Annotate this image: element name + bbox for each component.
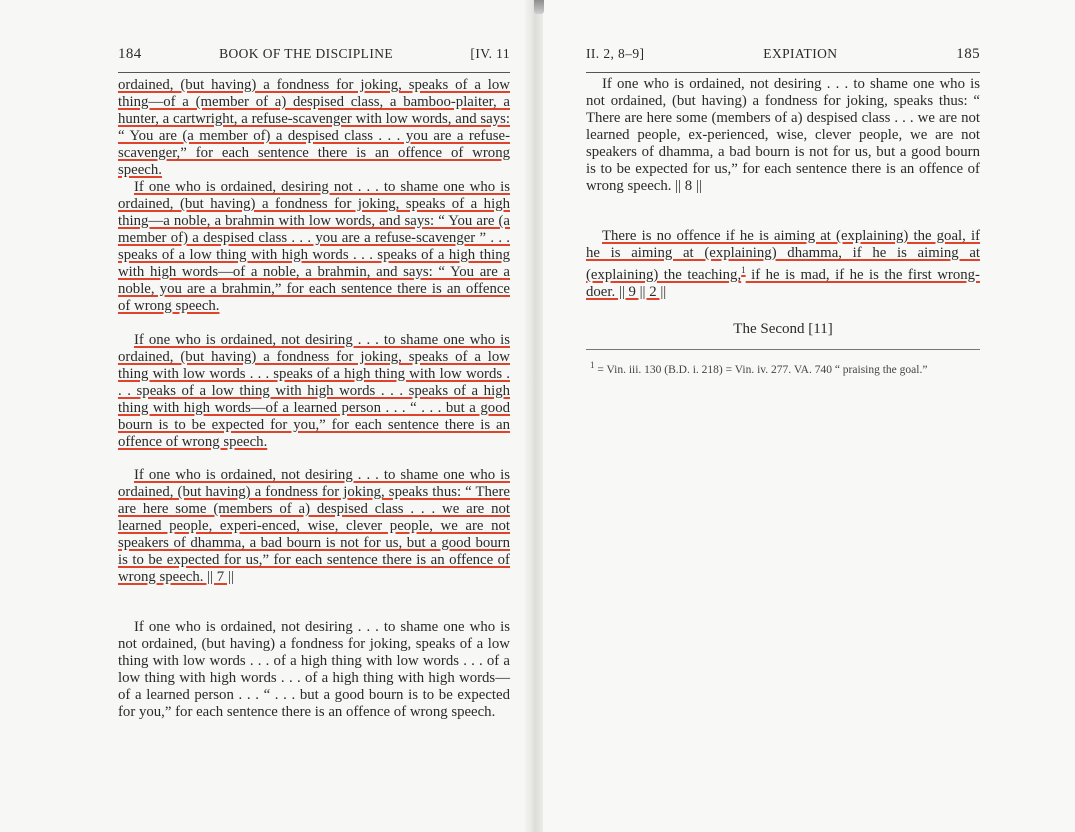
left-header-rule bbox=[118, 72, 510, 73]
right-header-rule bbox=[586, 72, 980, 73]
section-end-heading: The Second [11] bbox=[733, 321, 833, 337]
right-section-ref: II. 2, 8–9] bbox=[586, 46, 645, 61]
book-gutter bbox=[525, 0, 543, 832]
left-paragraph-1 bbox=[118, 77, 510, 179]
highlighted-text: If one who is ordained, not desiring . . . to shame one who is ordained, (but having) a fondness for joking, speaks of a low thing with low words . . . speaks of a high thing with low words . . . speaks of a low thing with high words . . . speaks of a high thing with high words—of a learned person . . . “ . . . but a good bourn is to be expected for you,” for each sentence there is an offence of wrong speech. bbox=[118, 332, 510, 450]
right-paragraph-2 bbox=[586, 228, 980, 301]
left-paragraph-2 bbox=[118, 179, 510, 315]
footnote-text: = Vin. iii. 130 (B.D. i. 218) = Vin. iv. 277. VA. 740 “ praising the goal.” bbox=[594, 363, 928, 376]
right-running-title: EXPIATION bbox=[763, 46, 838, 61]
highlighted-text: If one who is ordained, not desiring . . . to shame one who is ordained, (but having) a fondness for joking, speaks thus: “ There are here some (members of a) despised class . . . we are not learned people, experi-enced, wise, clever people, we are not speakers of dhamma, a bad bourn is not for us, but a good bourn is to be expected for us,” for each sentence there is an offence of wrong speech. || 7 || bbox=[118, 467, 510, 585]
footnote-reference[interactable]: 1 bbox=[741, 265, 746, 275]
footnote bbox=[590, 358, 980, 378]
left-page-number: 184 bbox=[118, 46, 142, 62]
right-page-number: 185 bbox=[956, 46, 980, 62]
highlighted-text: There is no offence if he is aiming at (explaining) the goal, if he is aiming at (explaining) dhamma, if he is aiming at (explaining) the teaching, bbox=[586, 228, 980, 283]
right-page-header bbox=[586, 46, 980, 63]
footnote-rule bbox=[586, 349, 980, 350]
left-running-title: BOOK OF THE DISCIPLINE bbox=[219, 46, 394, 61]
highlighted-text: ordained, (but having) a fondness for joking, speaks of a low thing—of a (member of a) despised class, a bamboo-plaiter, a hunter, a cartwright, a refuse-scavenger with low words, and says: “ You are (a member of) a despised class . . . you are a refuse-scavenger,” for each sentence there is an offence of wrong speech. bbox=[118, 77, 510, 178]
left-paragraph-3 bbox=[118, 332, 510, 451]
left-section-ref: [IV. 11 bbox=[470, 46, 510, 61]
left-page-header bbox=[118, 46, 510, 63]
highlighted-text: if he is mad, if he is the first wrong-doer. || 9 || 2 || bbox=[586, 266, 980, 300]
binding-mark bbox=[534, 0, 544, 14]
right-paragraph-1: If one who is ordained, not desiring . . . to shame one who is not ordained, (but having) a fondness for joking, speaks thus: “ There are here some (members of a) despised class . . . we are not learned people, ex-perienced, wise, clever people, we are not speakers of dhamma, a bad bourn is not for us, but a good bourn is to be expected for us,” for each sentence there is an offence of wrong speech. || 8 || bbox=[586, 76, 980, 194]
left-paragraph-4 bbox=[118, 467, 510, 586]
left-paragraph-5: If one who is ordained, not desiring . . . to shame one who is not ordained, (but having) a fondness for joking, speaks of a low thing with low words . . . of a high thing with low words . . . of a low thing with high words . . . of a high thing with high words—of a learned person . . . “ . . . but a good bourn is to be expected for you,” for each sentence there is an offence of wrong speech. bbox=[118, 619, 510, 720]
highlighted-text: If one who is ordained, desiring not . . . to shame one who is ordained, (but having) a fondness for joking, speaks of a high thing—a noble, a brahmin with low words, and says: “ You are (a member of) a despised class . . . you are a refuse-scavenger ” . . . speaks of a low thing with high words . . . speaks of a high thing with high words—of a noble, a brahmin, and says: “ You are a noble, you are a brahmin,” for each sentence there is an offence of wrong speech. bbox=[118, 179, 510, 314]
footnote-number: 1 bbox=[590, 360, 595, 370]
